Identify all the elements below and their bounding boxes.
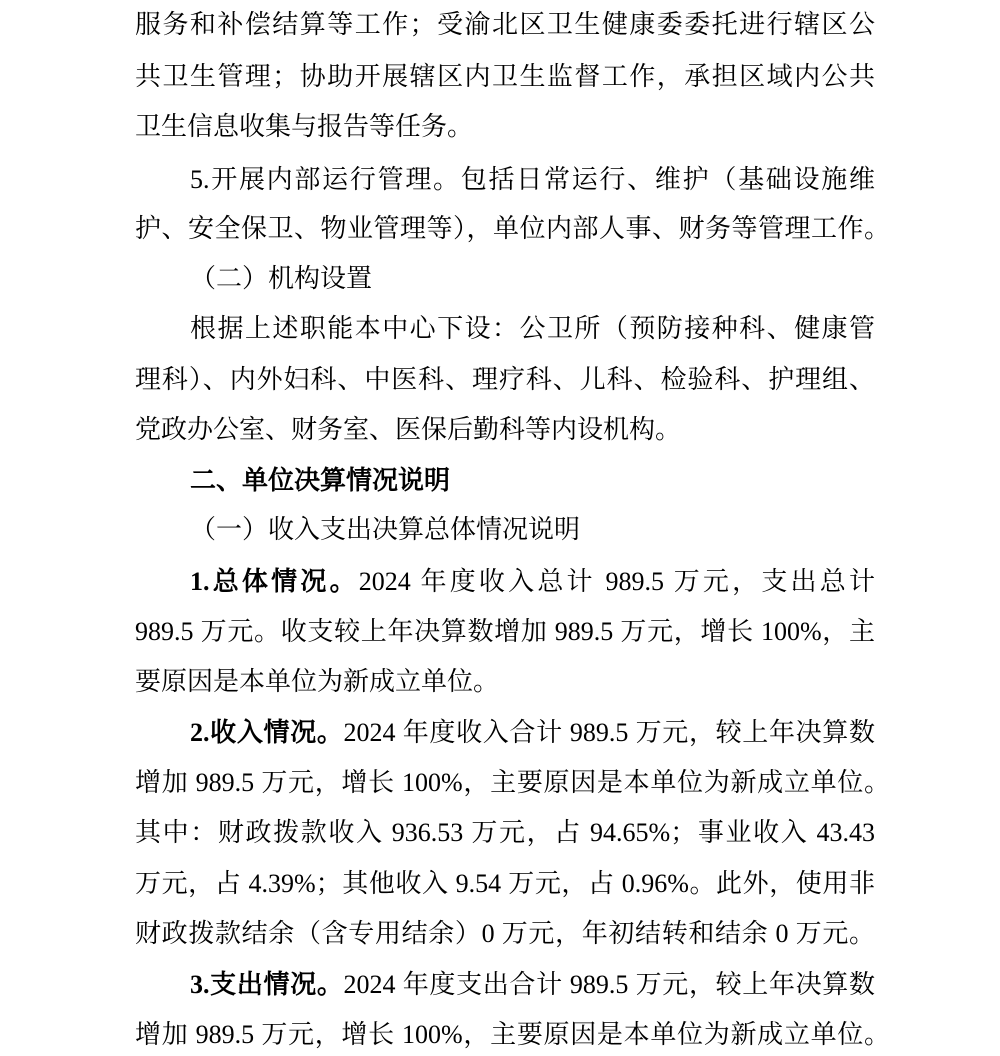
paragraph-line: 989.5 万元。收支较上年决算数增加 989.5 万元，增长 100%，主: [135, 617, 875, 646]
paragraph-line: 增加 989.5 万元，增长 100%，主要原因是本单位为新成立单位。: [135, 1020, 890, 1049]
paragraph-line: 其中：财政拨款收入 936.53 万元，占 94.65%；事业收入 43.43: [135, 818, 875, 847]
paragraph-line: 财政拨款结余（含专用结余）0 万元，年初结转和结余 0 万元。: [135, 919, 875, 948]
paragraph-line: [190, 716, 875, 750]
paragraph-line: 要原因是本单位为新成立单位。: [135, 667, 500, 696]
paragraph-text: 2024 年度收入总计 989.5 万元，支出总计: [358, 567, 875, 596]
paragraph-lead: 1.总体情况。: [190, 567, 359, 596]
paragraph-line: 党政办公室、财务室、医保后勤科等内设机构。: [135, 415, 682, 444]
section-heading: （二）机构设置: [190, 264, 373, 293]
paragraph-line: 护、安全保卫、物业管理等），单位内部人事、财务等管理工作。: [135, 214, 890, 243]
paragraph-line: 卫生信息收集与报告等任务。: [135, 112, 474, 141]
paragraph-lead: 3.支出情况。: [190, 970, 344, 999]
subsection-heading: （一）收入支出决算总体情况说明: [190, 515, 581, 544]
paragraph-lead: 2.收入情况。: [190, 718, 344, 747]
paragraph-text: 2024 年度收入合计 989.5 万元，较上年决算数: [343, 718, 875, 747]
paragraph-line: 理科）、内外妇科、中医科、理疗科、儿科、检验科、护理组、: [135, 365, 875, 394]
paragraph-line: 增加 989.5 万元，增长 100%，主要原因是本单位为新成立单位。: [135, 768, 890, 797]
section-heading: 二、单位决算情况说明: [190, 466, 451, 495]
paragraph-line: 万元，占 4.39%；其他收入 9.54 万元，占 0.96%。此外，使用非: [135, 869, 875, 898]
paragraph-line: [190, 565, 875, 599]
paragraph-text: 2024 年度支出合计 989.5 万元，较上年决算数: [343, 970, 875, 999]
paragraph-line: 根据上述职能本中心下设：公卫所（预防接种科、健康管: [190, 314, 875, 343]
paragraph-line: 共卫生管理；协助开展辖区内卫生监督工作，承担区域内公共: [135, 62, 875, 91]
paragraph-line: 服务和补偿结算等工作；受渝北区卫生健康委委托进行辖区公: [135, 10, 875, 39]
paragraph-line: 5.开展内部运行管理。包括日常运行、维护（基础设施维: [190, 165, 875, 194]
paragraph-line: [190, 968, 875, 1002]
